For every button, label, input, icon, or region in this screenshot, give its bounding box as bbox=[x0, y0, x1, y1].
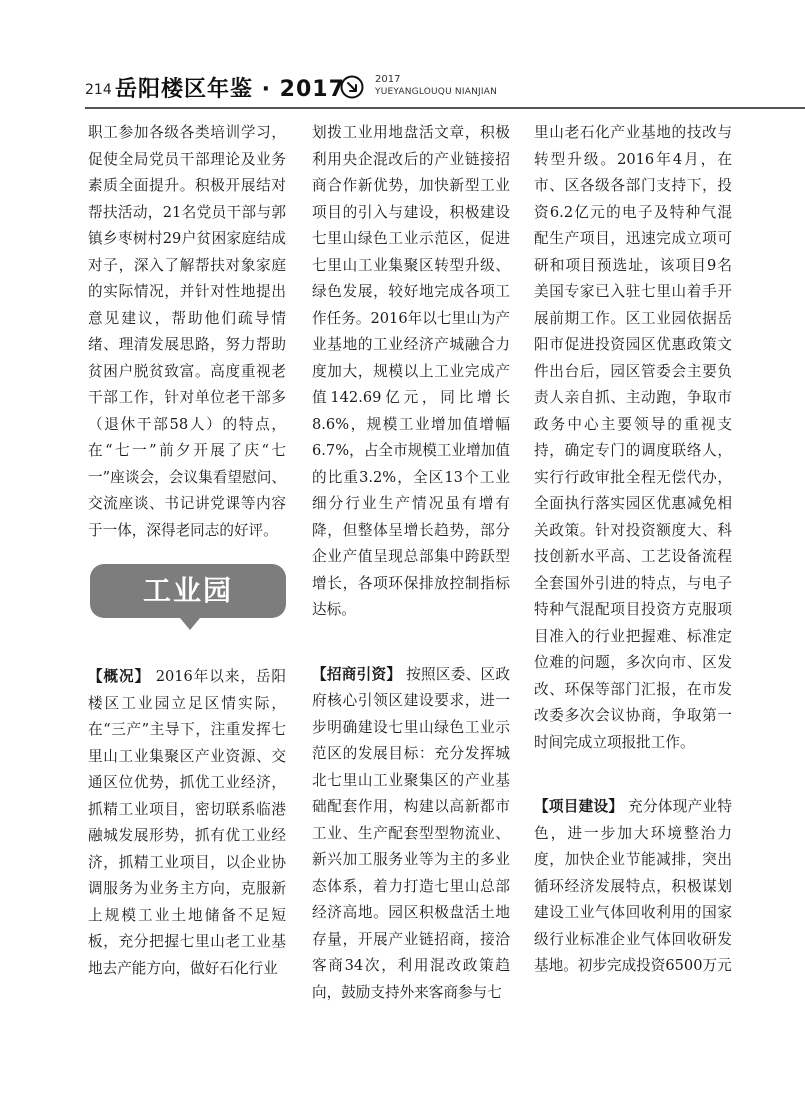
project-tag: 【项目建设】 bbox=[534, 798, 624, 815]
page-header bbox=[85, 72, 805, 112]
investment-tag: 【招商引资】 bbox=[312, 665, 402, 683]
section-heading-box bbox=[90, 564, 286, 618]
section-title: 工业园 bbox=[142, 574, 233, 607]
header-sub-year: 2017 bbox=[375, 74, 401, 85]
investment-text: 按照区委、区政府核心引领区建设要求，进一步明确建设七里山绿色工业示范区的发展目标：充分发挥城北七里山工业聚集区的产业基础配套作用，构建以高新都市工业、生产配套型型物流业、新兴加工服务业等为主的多业态体系，着力打造七里山总部经济高地。园区积极盘活土地存量，开展产业链招商，接洽客商34次，利用混改政策趋向，鼓励支持外来客商参与七 bbox=[312, 665, 510, 1001]
project-text: 充分体现产业特色，进一步加大环境整治力度，加快企业节能减排，突出循环经济发展特点，积极谋划建设工业气体回收利用的国家级行业标准企业气体回收研发基地。初步完成投资6500万元 bbox=[534, 798, 732, 974]
text-column-3 bbox=[534, 120, 732, 980]
down-right-arrow-circle-icon bbox=[340, 75, 364, 99]
book-title: 岳阳楼区年鉴 · 2017 bbox=[115, 77, 345, 102]
paragraph-transformation: 里山老石化产业基地的技改与转型升级。2016年4月，在市、区各级各部门支持下，投资6.2亿元的电子及特种气混配生产项目，迅速完成立项可研和项目预选址，该项目9名美国专家已入驻七里山着手开展前期工作。区工业园依据岳阳市促进投资园区优惠政策文件出台后，园区管委会主要负责人亲自抓、主动跑，争取市政务中心主要领导的重视支持，确定专门的调度联络人，实行行政审批全程无偿代办，全面执行落实园区优惠减免相关政策。针对投资额度大、科技创新水平高、工艺设备流程全套国外引进的特点，与电子特种气混配项目投资方克服项目准入的行业把握难、标准定位难的问题，多次向市、区发改、环保等部门汇报，在市发改委多次会议协商，争取第一时间完成立项报批工作。 bbox=[534, 124, 732, 751]
overview-tag: 【概况】 bbox=[88, 668, 151, 685]
paragraph-project-building bbox=[534, 794, 732, 980]
paragraph-gap bbox=[312, 624, 510, 662]
paragraph-party-work: 职工参加各级各类培训学习，促使全局党员干部理论及业务素质全面提升。积极开展结对帮扶活动，21名党员干部与郭镇乡枣树村29户贫困家庭结成对子，深入了解帮扶对象家庭的实际情况，并针对性地提出意见建议，帮助他们疏导情绪、理清发展思路，努力帮助贫困户脱贫致富。高度重视老干部工作，针对单位老干部多（退休干部58人）的特点，在“七一”前夕开展了庆“七一”座谈会，会议集看望慰问、交流座谈、书记讲党课等内容于一体，深得老同志的好评。 bbox=[88, 124, 286, 539]
page-number: 214 bbox=[85, 82, 112, 98]
paragraph-gap bbox=[534, 756, 732, 794]
paragraph-investment bbox=[312, 662, 510, 1007]
overview-text: 2016年以来，岳阳楼区工业园立足区情实际，在“三产”主导下，注重发挥七里山工业集聚区产业资源、交通区位优势，抓优工业经济，抓精工业项目，密切联系临港融城发展形势，抓有优工业经济，抓精工业项目，以企业协调服务为业务主方向，克服新上规模工业土地储备不足短板，充分把握七里山老工业基地去产能方向，做好石化行业 bbox=[88, 668, 286, 977]
text-column-1 bbox=[88, 120, 286, 982]
header-sub-pinyin: YUEYANGLOUQU NIANJIAN bbox=[375, 87, 498, 97]
paragraph-overview bbox=[88, 664, 286, 982]
paragraph-industry-output: 划拨工业用地盘活文章，积极利用央企混改后的产业链接招商合作新优势，加快新型工业项目的引入与建设，积极建设七里山绿色工业示范区，促进七里山工业集聚区转型升级、绿色发展，较好地完成各项工作任务。2016年以七里山为产业基地的工业经济产城融合力度加大，规模以上工业完成产值142.69亿元，同比增长8.6%，规模工业增加值增幅6.7%，占全市规模工业增加值的比重3.2%，全区13个工业细分行业生产情况虽有增有降，但整体呈增长趋势，部分企业产值呈现总部集中跨跃型增长，各项环保排放控制指标达标。 bbox=[312, 124, 510, 618]
section-heading-pointer bbox=[180, 618, 200, 630]
text-column-2 bbox=[312, 120, 510, 1006]
header-divider bbox=[85, 107, 805, 109]
